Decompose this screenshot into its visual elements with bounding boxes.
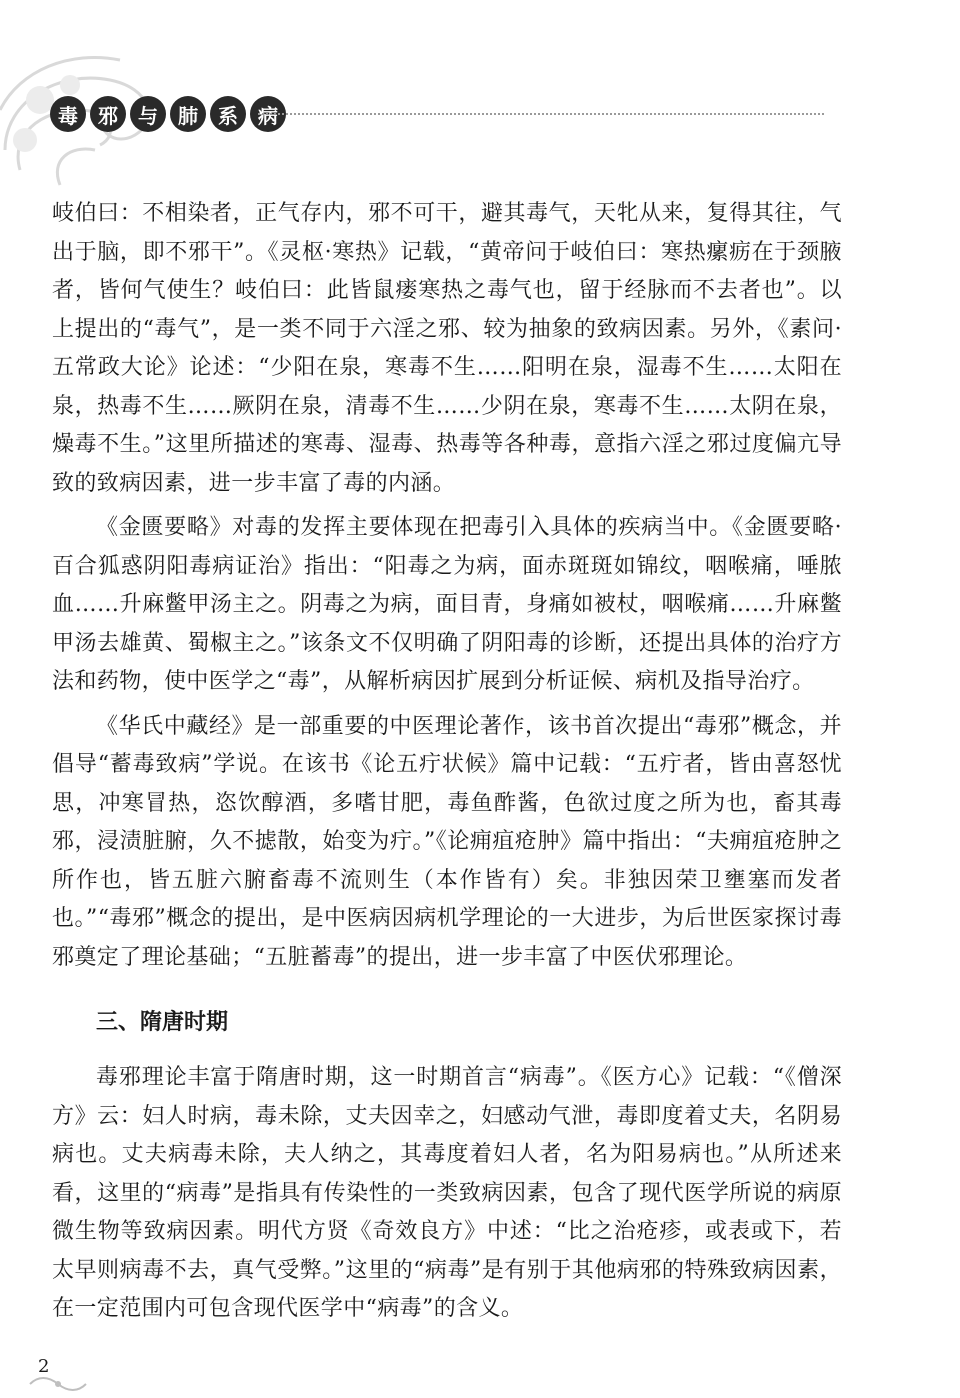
header-char: 肺 (170, 96, 206, 132)
page-number: 2 (38, 1356, 50, 1377)
header-char: 系 (210, 96, 246, 132)
footer-ornament-icon (28, 1374, 88, 1394)
page-body (52, 195, 842, 1329)
running-header-title (50, 96, 286, 132)
header-char: 病 (250, 96, 286, 132)
header-char: 与 (130, 96, 166, 132)
section-heading: 三、隋唐时期 (96, 1010, 229, 1035)
header-char: 邪 (90, 96, 126, 132)
header-dotted-rule (258, 113, 824, 115)
paragraph: 《金匮要略》对毒的发挥主要体现在把毒引入具体的疾病当中。《金匮要略·百合狐惑阴阳毒病证治》指出：“阳毒之为病，面赤斑斑如锦纹，咽喉痛，唾脓血……升麻鳖甲汤主之。阴毒之为病，面目青，身痛如被杖，咽喉痛……升麻鳖甲汤去雄黄、蜀椒主之。”该条文不仅明确了阴阳毒的诊断，还提出具体的治疗方法和药物，使中医学之“毒”，从解析病因扩展到分析证候、病机及指导治疗。 (52, 515, 842, 694)
paragraph: 毒邪理论丰富于隋唐时期，这一时期首言“病毒”。《医方心》记载：“《僧深方》云：妇人时病，毒未除，丈夫因幸之，妇感动气泄，毒即度着丈夫，名阴易病也。丈夫病毒未除，夫人纳之，其毒度着妇人者，名为阳易病也。”从所述来看，这里的“病毒”是指具有传染性的一类致病因素，包含了现代医学所说的病原微生物等致病因素。明代方贤《奇效良方》中述：“比之治疮疹，或表或下，若太早则病毒不去，真气受弊。”这里的“病毒”是有别于其他病邪的特殊致病因素，在一定范围内可包含现代医学中“病毒”的含义。 (52, 1065, 842, 1321)
header-char: 毒 (50, 96, 86, 132)
paragraph: 《华氏中藏经》是一部重要的中医理论著作，该书首次提出“毒邪”概念，并倡导“蓄毒致病”学说。在该书《论五疔状候》篇中记载：“五疔者，皆由喜怒忧思，冲寒冒热，恣饮醇酒，多嗜甘肥，毒鱼酢酱，色欲过度之所为也，畜其毒邪，浸渍脏腑，久不摅散，始变为疔。”《论痈疽疮肿》篇中指出：“夫痈疽疮肿之所作也，皆五脏六腑畜毒不流则生（本作皆有）矣。非独因荣卫壅塞而发者也。”“毒邪”概念的提出，是中医病因病机学理论的一大进步，为后世医家探讨毒邪奠定了理论基础；“五脏蓄毒”的提出，进一步丰富了中医伏邪理论。 (52, 713, 842, 970)
paragraph: 岐伯曰：不相染者，正气存内，邪不可干，避其毒气，天牝从来，复得其往，气出于脑，即不邪干”。《灵枢·寒热》记载，“黄帝问于岐伯曰：寒热瘰疬在于颈腋者，皆何气使生？岐伯曰：此皆鼠瘘寒热之毒气也，留于经脉而不去者也”。以上提出的“毒气”，是一类不同于六淫之邪、较为抽象的致病因素。另外，《素问·五常政大论》论述：“少阳在泉，寒毒不生……阳明在泉，湿毒不生……太阳在泉，热毒不生……厥阴在泉，清毒不生……少阴在泉，寒毒不生……太阴在泉，燥毒不生。”这里所描述的寒毒、湿毒、热毒等各种毒，意指六淫之邪过度偏亢导致的致病因素，进一步丰富了毒的内涵。 (52, 201, 842, 496)
